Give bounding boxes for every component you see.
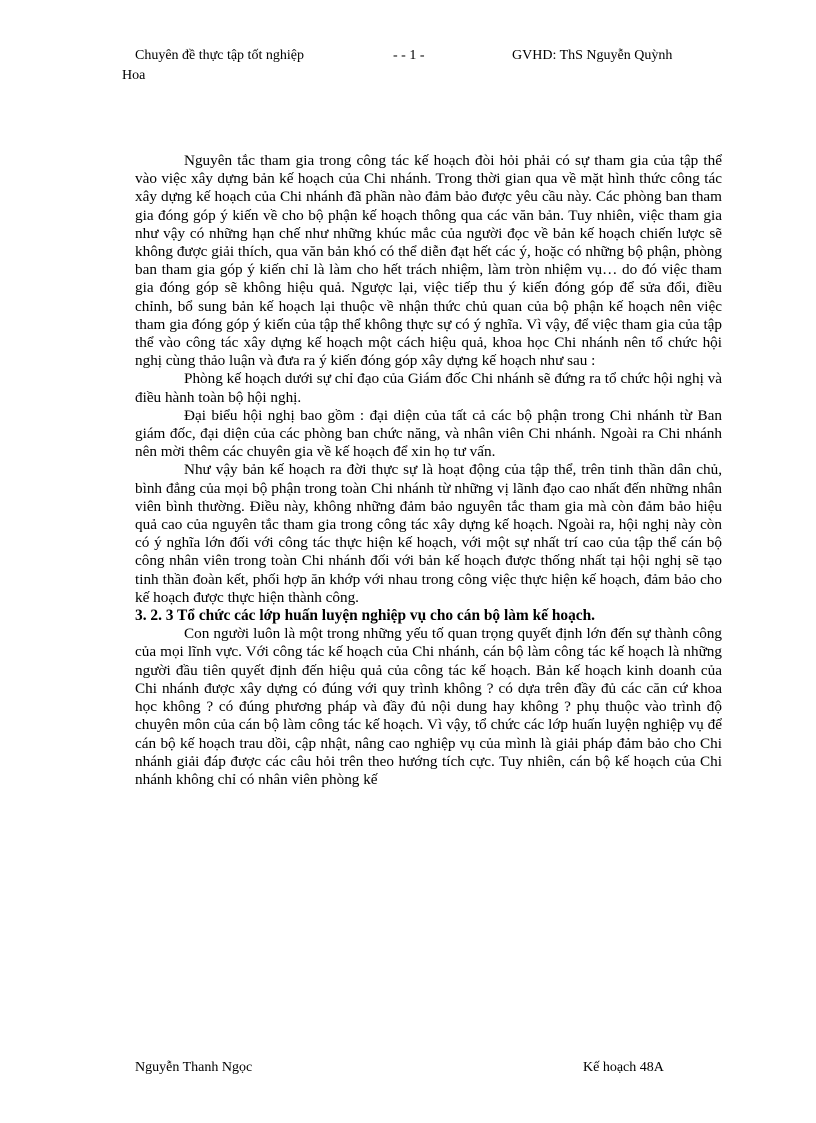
paragraph: Như vậy bản kế hoạch ra đời thực sự là hoạt động của tập thể, trên tinh thần dân chủ, bình đẳng của mọi bộ phận trong toàn Chi nhánh từ những vị lãnh đạo cao nhất đến những nhân viên bình thường. Điều này, không những đảm bảo nguyên tắc tham gia mà còn đảm bảo hiệu quả cao của nguyên tắc tham gia trong công tác xây dựng kế hoạch. Ngoài ra, hội nghị này còn có ý nghĩa lớn đối với công tác thực hiện kế hoạch, với một sự nhất trí cao của tập thể cán bộ công nhân viên trong toàn Chi nhánh đối với bản kế hoạch được thống nhất tại hội nghị sẽ tạo tinh thần đoàn kết, phối hợp ăn khớp với nhau trong công việc thực hiện kế hoạch, đảm bảo cho kế hoạch được thực hiện thành công. [135,461,722,606]
header-supervisor: GVHD: ThS Nguyễn Quỳnh [512,48,673,63]
document-body [135,152,722,789]
paragraph: Phòng kế hoạch dưới sự chỉ đạo của Giám đốc Chi nhánh sẽ đứng ra tổ chức hội nghị và điều hành toàn bộ hội nghị. [135,370,722,406]
paragraph: Nguyên tắc tham gia trong công tác kế hoạch đòi hỏi phải có sự tham gia của tập thể vào việc xây dựng bản kế hoạch của Chi nhánh. Trong thời gian qua về mặt hình thức công tác xây dựng kế hoạch của Chi nhánh đã phần nào đảm bảo được yêu cầu này. Các phòng ban tham gia đóng góp ý kiến về cho bộ phận kế hoạch thông qua các văn bản. Tuy nhiên, việc tham gia như vậy có những hạn chế như những khúc mắc của người đọc về bản kế hoạch chiến lược sẽ không được giải thích, qua văn bản khó có thể diễn đạt hết các ý, hoặc có những bộ phận, phòng ban tham gia góp ý kiến chỉ là làm cho hết trách nhiệm, làm tròn nhiệm vụ… do đó việc tham gia đóng góp sẽ không hiệu quả. Ngược lại, việc tiếp thu ý kiến đóng góp để sửa đổi, điều chỉnh, bổ sung bản kế hoạch lại thuộc về nhận thức chủ quan của bộ phận kế hoạch nên việc tham gia đóng góp ý kiến của tập thể không thực sự có ý nghĩa. Vì vậy, để việc tham gia của tập thể vào công tác xây dựng kế hoạch một cách hiệu quả, khoa học Chi nhánh nên tổ chức hội nghị cùng thảo luận và đưa ra ý kiến đóng góp xây dựng kế hoạch như sau : [135,152,722,370]
footer-author: Nguyễn Thanh Ngọc [135,1060,253,1075]
paragraph: Đại biểu hội nghị bao gồm : đại diện của tất cả các bộ phận trong Chi nhánh từ Ban giám đốc, đại diện của các phòng ban chức năng, và nhân viên Chi nhánh. Ngoài ra Chi nhánh nên mời thêm các chuyên gia về kế hoạch để xin họ tư vấn. [135,406,722,461]
header-page-number: - - 1 - [393,48,425,63]
section-heading: 3. 2. 3 Tổ chức các lớp huấn luyện nghiệp vụ cho cán bộ làm kế hoạch. [135,607,596,625]
header-document-title: Chuyên đề thực tập tốt nghiệp [135,48,304,63]
header-supervisor-wrap: Hoa [122,68,146,83]
footer-class: Kế hoạch 48A [583,1060,664,1075]
paragraph: Con người luôn là một trong những yếu tố quan trọng quyết định lớn đến sự thành công của mọi lĩnh vực. Với công tác kế hoạch của Chi nhánh, cán bộ làm công tác kế hoạch là những người đầu tiên quyết định đến hiệu quả của công tác kế hoạch. Bản kế hoạch kinh doanh của Chi nhánh được xây dựng có đúng với quy trình không ? có dựa trên đầy đủ các căn cứ khoa học không ? có đúng phương pháp và đầy đủ nội dung hay không ? phụ thuộc vào trình độ chuyên môn của cán bộ làm công tác kế hoạch. Vì vậy, tổ chức các lớp huấn luyện nghiệp vụ để cán bộ kế hoạch trau dồi, cập nhật, nâng cao nghiệp vụ của mình là giải pháp đảm bảo cho Chi nhánh giải đáp được các câu hỏi trên theo hướng tích cực. Tuy nhiên, cán bộ kế hoạch của Chi nhánh không chỉ có nhân viên phòng kế [135,625,722,788]
